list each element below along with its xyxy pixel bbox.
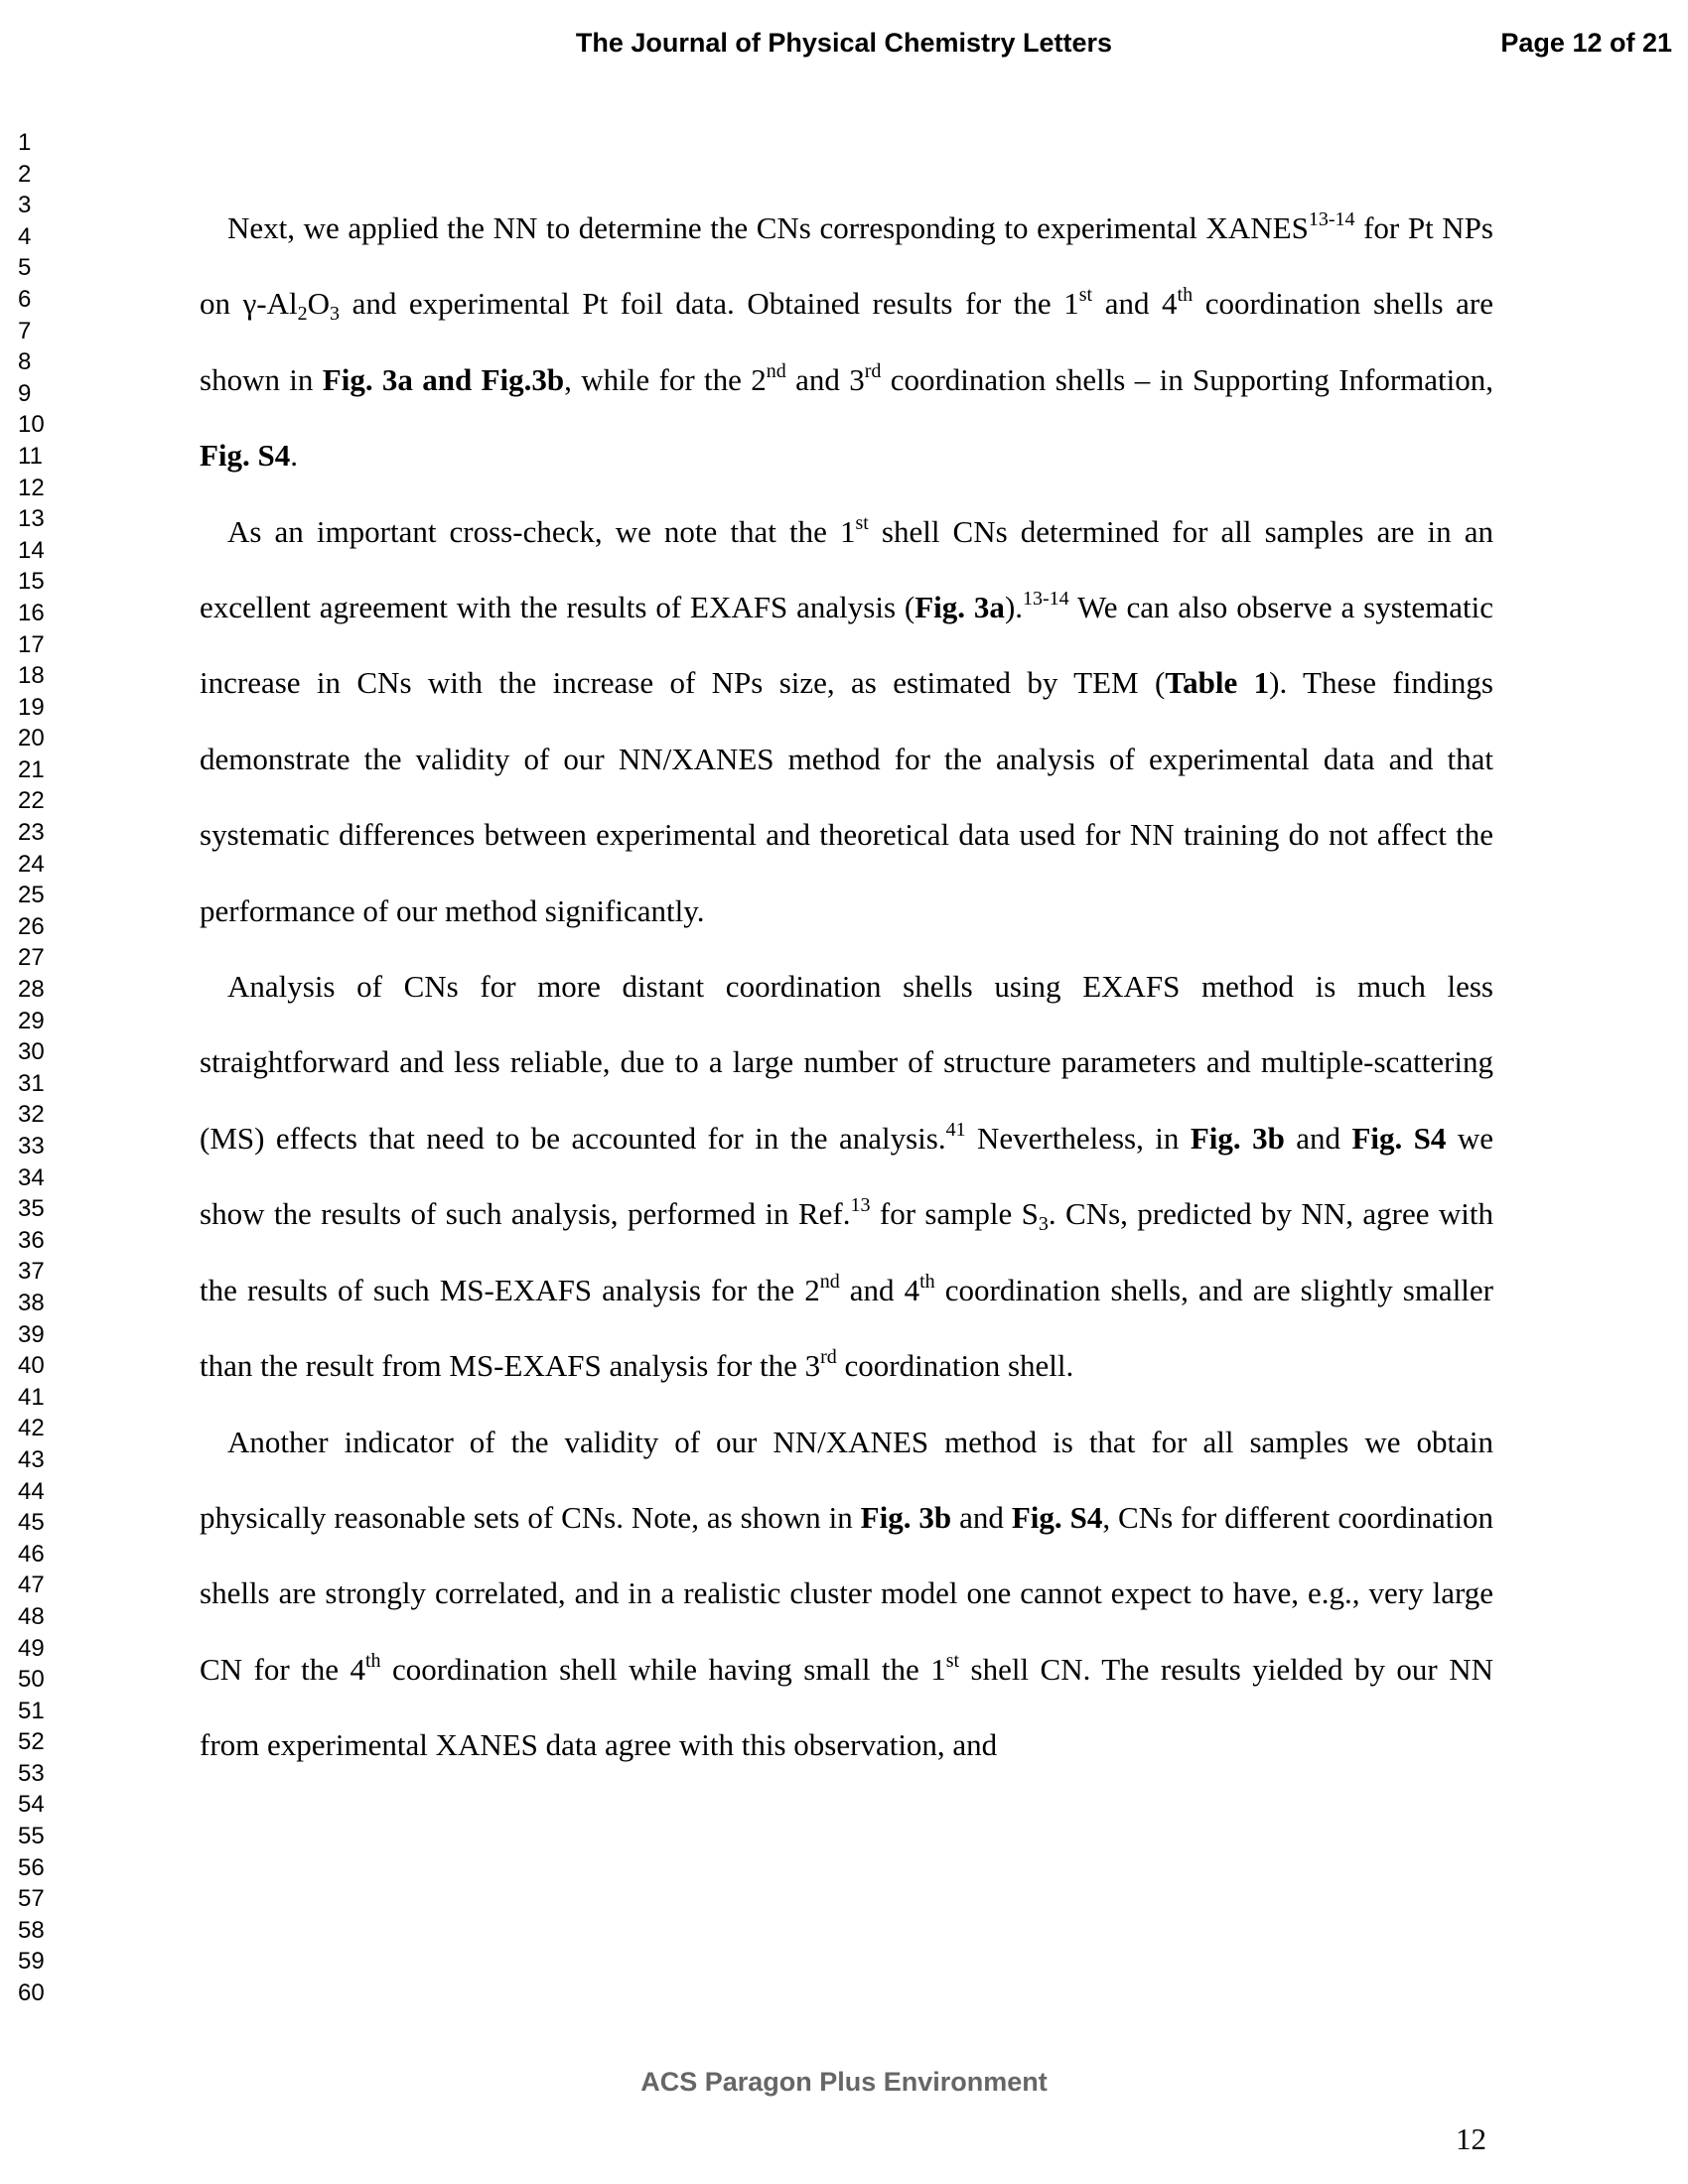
line-number: 28 — [18, 976, 45, 1004]
journal-title: The Journal of Physical Chemistry Letters — [575, 28, 1113, 58]
text-run: coordination shells are shown in — [200, 286, 1493, 397]
paragraph — [200, 949, 1493, 1404]
bold-reference: Fig. 3b — [1190, 1120, 1285, 1156]
subscript: 2 — [297, 303, 308, 326]
line-number: 59 — [18, 1948, 45, 1976]
line-number: 57 — [18, 1885, 45, 1913]
text-run: for Pt NPs on γ-Al — [200, 210, 1493, 322]
text-run: , CNs for different coordination shells are strongly correlated, and in a realistic cluster model one cannot expect to have, e.g., very large CN for the 4 — [200, 1499, 1494, 1687]
line-number: 10 — [18, 411, 45, 439]
line-number: 9 — [18, 379, 32, 407]
line-number: 17 — [18, 630, 45, 658]
text-run: coordination shell. — [836, 1348, 1074, 1384]
line-number: 25 — [18, 882, 45, 909]
line-number: 34 — [18, 1163, 45, 1191]
line-number: 38 — [18, 1289, 45, 1316]
line-number: 22 — [18, 787, 45, 815]
text-run: and 3 — [785, 361, 865, 397]
line-number: 21 — [18, 755, 45, 783]
line-number: 24 — [18, 850, 45, 878]
line-number: 20 — [18, 725, 45, 752]
superscript: th — [364, 1649, 381, 1672]
bold-reference: Fig. S4 — [1011, 1499, 1103, 1535]
line-number: 2 — [18, 160, 32, 188]
line-number: 26 — [18, 912, 45, 940]
line-number: 54 — [18, 1791, 45, 1819]
subscript: 3 — [330, 303, 340, 326]
superscript: 13-14 — [1308, 208, 1355, 230]
bold-reference: Fig. S4 — [1351, 1120, 1447, 1156]
line-number: 1 — [18, 129, 32, 156]
text-run: and — [951, 1499, 1012, 1535]
superscript: nd — [819, 1270, 840, 1293]
text-run: coordination shells – in Supporting Information, — [881, 361, 1494, 397]
text-run: for sample S — [870, 1196, 1039, 1232]
page-number: 12 — [1456, 2121, 1486, 2156]
line-number: 19 — [18, 693, 45, 721]
line-number: 43 — [18, 1445, 45, 1473]
line-number: 18 — [18, 662, 45, 690]
line-number: 13 — [18, 505, 45, 533]
superscript: 41 — [945, 1118, 966, 1141]
superscript: 13 — [850, 1194, 871, 1217]
bold-reference: Fig. 3b — [860, 1499, 952, 1535]
line-number: 51 — [18, 1697, 45, 1724]
text-run: shell CNs determined for all samples are in an excellent agreement with the results of EXAFS analysis ( — [200, 513, 1493, 625]
text-run: and — [1284, 1120, 1352, 1156]
bold-reference: Fig. S4 — [200, 438, 291, 474]
superscript: st — [855, 511, 869, 534]
line-numbers — [18, 127, 45, 2009]
line-number: 42 — [18, 1415, 45, 1442]
line-number: 16 — [18, 599, 45, 626]
text-run: . — [290, 438, 299, 474]
line-number: 60 — [18, 1979, 45, 2007]
subscript: 3 — [1038, 1213, 1049, 1236]
line-number: 29 — [18, 1007, 45, 1034]
text-run: shell CN. The results yielded by our NN from experimental XANES data agree with this observation, and — [200, 1651, 1493, 1763]
text-run: We can also observe a systematic increase in CNs with the increase of NPs size, as estimated by TEM ( — [200, 590, 1493, 701]
superscript: st — [945, 1649, 960, 1672]
paragraph — [200, 494, 1493, 949]
bold-reference: Table 1 — [1165, 665, 1270, 701]
text-run: O — [307, 286, 330, 322]
line-number: 46 — [18, 1540, 45, 1568]
superscript: rd — [864, 359, 882, 382]
text-run: coordination shell while having small the 1 — [380, 1651, 946, 1687]
line-number: 58 — [18, 1916, 45, 1944]
line-number: 31 — [18, 1069, 45, 1097]
bold-reference: Fig. 3a — [914, 590, 1005, 625]
text-run: coordination shells, and are slightly smaller than the result from MS-EXAFS analysis for the 3 — [200, 1272, 1494, 1384]
superscript: st — [1078, 284, 1093, 307]
line-number: 6 — [18, 285, 32, 313]
line-number: 11 — [18, 442, 43, 470]
line-number: 23 — [18, 819, 45, 847]
line-number: 48 — [18, 1602, 45, 1630]
line-number: 7 — [18, 317, 32, 344]
line-number: 14 — [18, 536, 45, 564]
line-number: 30 — [18, 1038, 45, 1066]
line-number: 5 — [18, 254, 32, 282]
line-number: 32 — [18, 1101, 45, 1129]
line-number: 52 — [18, 1728, 45, 1756]
line-number: 56 — [18, 1853, 45, 1881]
bold-reference: Fig. 3a and Fig.3b — [322, 361, 565, 397]
text-run: and 4 — [839, 1272, 920, 1307]
body-text — [200, 191, 1493, 1784]
text-run: . CNs, predicted by NN, agree with the results of such MS-EXAFS analysis for the 2 — [200, 1196, 1493, 1307]
text-run: Next, we applied the NN to determine the CNs corresponding to experimental XANES — [227, 210, 1309, 245]
text-run: ). These findings demonstrate the validity of our NN/XANES method for the analysis of experimental data and that systematic differences between experimental and theoretical data used for NN training do not affect the performance of our method significantly. — [200, 665, 1493, 928]
text-run: , while for the 2 — [564, 361, 767, 397]
line-number: 3 — [18, 192, 32, 219]
text-run: Another indicator of the validity of our NN/XANES method is that for all samples we obtain physically reasonable sets of CNs. Note, as shown in — [200, 1424, 1493, 1535]
superscript: rd — [820, 1346, 837, 1369]
line-number: 39 — [18, 1320, 45, 1348]
footer-environment: ACS Paragon Plus Environment — [640, 2067, 1048, 2097]
line-number: 55 — [18, 1823, 45, 1850]
line-number: 40 — [18, 1352, 45, 1380]
superscript: 13-14 — [1023, 588, 1069, 611]
paragraph — [200, 191, 1493, 494]
text-run: Nevertheless, in — [965, 1120, 1191, 1156]
superscript: nd — [766, 359, 786, 382]
line-number: 8 — [18, 348, 32, 376]
line-number: 49 — [18, 1634, 45, 1662]
line-number: 47 — [18, 1571, 45, 1599]
text-run: and 4 — [1092, 286, 1178, 322]
paragraph — [200, 1405, 1493, 1784]
superscript: th — [1177, 284, 1194, 307]
text-run: Analysis of CNs for more distant coordination shells using EXAFS method is much less straightforward and less reliable, due to a large number of structure parameters and multiple-scattering (MS) effects that need to be accounted for in the analysis. — [200, 969, 1493, 1156]
text-run: As an important cross-check, we note that the 1 — [227, 513, 856, 549]
line-number: 35 — [18, 1195, 45, 1223]
line-number: 27 — [18, 944, 45, 972]
line-number: 45 — [18, 1509, 45, 1537]
line-number: 33 — [18, 1133, 45, 1160]
line-number: 44 — [18, 1477, 45, 1505]
text-run: and experimental Pt foil data. Obtained results for the 1 — [340, 286, 1079, 322]
line-number: 15 — [18, 568, 45, 596]
line-number: 50 — [18, 1666, 45, 1694]
page-label: Page 12 of 21 — [1500, 28, 1672, 58]
text-run: we show the results of such analysis, performed in Ref. — [200, 1120, 1494, 1232]
line-number: 41 — [18, 1383, 45, 1411]
line-number: 37 — [18, 1258, 45, 1286]
line-number: 12 — [18, 474, 45, 501]
line-number: 53 — [18, 1759, 45, 1787]
text-run: ). — [1004, 590, 1024, 625]
line-number: 4 — [18, 222, 32, 250]
superscript: th — [919, 1270, 935, 1293]
line-number: 36 — [18, 1226, 45, 1254]
